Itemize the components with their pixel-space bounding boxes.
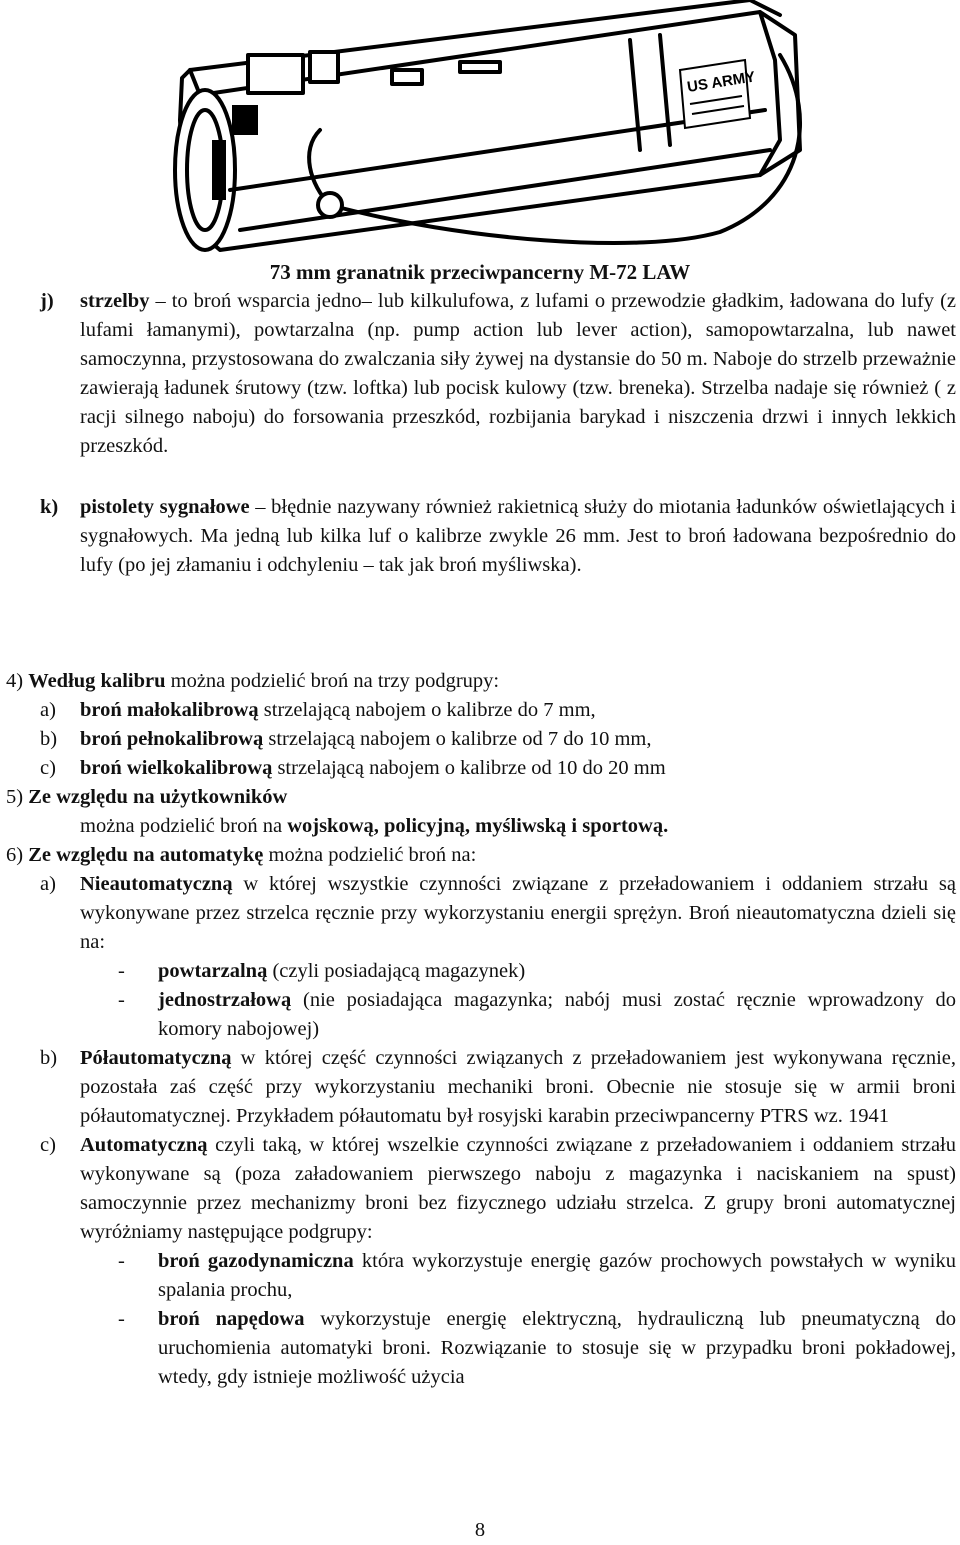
item-term: pistolety sygnałowe: [80, 496, 250, 518]
section-4-heading: 4) Według kalibru można podzielić broń na trzy podgrupy:: [6, 670, 500, 692]
figure-caption: 73 mm granatnik przeciwpancerny M-72 LAW: [269, 260, 691, 284]
list-item: c) broń wielkokalibrową strzelającą nabojem o kalibrze od 10 do 20 mm: [40, 757, 666, 779]
list-item: a) broń małokalibrową strzelającą nabojem o kalibrze do 7 mm,: [40, 699, 596, 721]
list-item-c: c) Automatyczną czyli taką, w której wszelkie czynności związane z przeładowaniem i oddaniem strzału wykonywane są (poza załadowaniem pierwszego naboju z magazynka i naciskaniem na spust) samoczynnie przez mechanizmy broni bez fizycznego udziału strzelca. Z grupy broni automatycznej wyróżniamy następujące podgrupy:: [40, 1134, 956, 1243]
m72-law-illustration: [160, 0, 810, 255]
sub-item: - broń gazodynamiczna która wykorzystuje energię gazów prochowych powstałych w wyniku spalania prochu,: [118, 1250, 956, 1301]
item-marker: j): [40, 290, 54, 312]
item-text: – błędnie nazywany również rakietnicą służy do miotania ładunków oświetlających i sygnałowych. Ma jedną lub kilka luf o kalibrze zwykle 26 mm. Jest to broń ładowana bezpośrednio do lufy (po jej złamaniu i odchyleniu – tak jak broń myśliwska).: [80, 496, 956, 576]
sub-item: - powtarzalną (czyli posiadającą magazynek): [118, 960, 526, 982]
page-number: 8: [474, 1519, 486, 1541]
us-army-stamp: US ARMY: [685, 68, 757, 96]
list-item: b) broń pełnokalibrową strzelającą nabojem o kalibrze od 7 do 10 mm,: [40, 728, 652, 750]
sub-item: - broń napędowa wykorzystuje energię elektryczną, hydrauliczną lub pneumatyczną do uruchomienia automatyki broni. Rozwiązanie to stosuje się w przypadku broni pokładowej, wtedy, gdy istnieje możliwość użycia: [118, 1308, 956, 1388]
item-k: [40, 493, 956, 580]
item-marker: k): [40, 496, 59, 518]
item-term: strzelby: [80, 290, 150, 312]
sub-item: - jednostrzałową (nie posiadająca magazynka; nabój musi zostać ręcznie wprowadzony do komory nabojowej): [118, 989, 956, 1040]
section-5-text: można podzielić broń na wojskową, policyjną, myśliwską i sportową.: [80, 815, 669, 837]
section-6-heading: 6) Ze względu na automatykę można podzielić broń na:: [6, 844, 477, 866]
section-5-heading: 5) Ze względu na użytkowników: [6, 786, 288, 808]
list-item-a: a) Nieautomatyczną w której wszystkie czynności związane z przeładowaniem i oddaniem strzału są wykonywane przez strzelca ręcznie przy wykorzystaniu energii sprężyn. Broń nieautomatyczna dzieli się na:: [40, 873, 956, 953]
item-text: – to broń wsparcia jedno– lub kilkulufowa, z lufami o przewodzie gładkim, ładowana do lufy (z lufami łamanymi), powtarzalna (np. pump action lub lever action), samopowtarzalna, lub nawet samoczynna, przystosowana do zwalczania siły żywej na dystansie do 50 m. Naboje do strzelb przeważnie zawierają ładunek śrutowy (tzw. loftka) lub pocisk kulowy (tzw. breneka). Strzelba nadaje się również ( z racji silnego naboju) do forsowania przeszkód, rozbijania barykad i niszczenia drzwi i innych lekkich przeszkód.: [80, 290, 956, 457]
section-4: [6, 667, 956, 1392]
item-j: [40, 287, 956, 461]
list-item-b: b) Półautomatyczną w której część czynności związanych z przeładowaniem jest wykonywana ręcznie, pozostała zaś część przy wykorzystaniu mechaniki broni. Obecnie nie stosuje się w armii broni półautomatycznej. Przykładem półautomatu był rosyjski karabin przeciwpancerny PTRS wz. 1941: [40, 1047, 956, 1127]
